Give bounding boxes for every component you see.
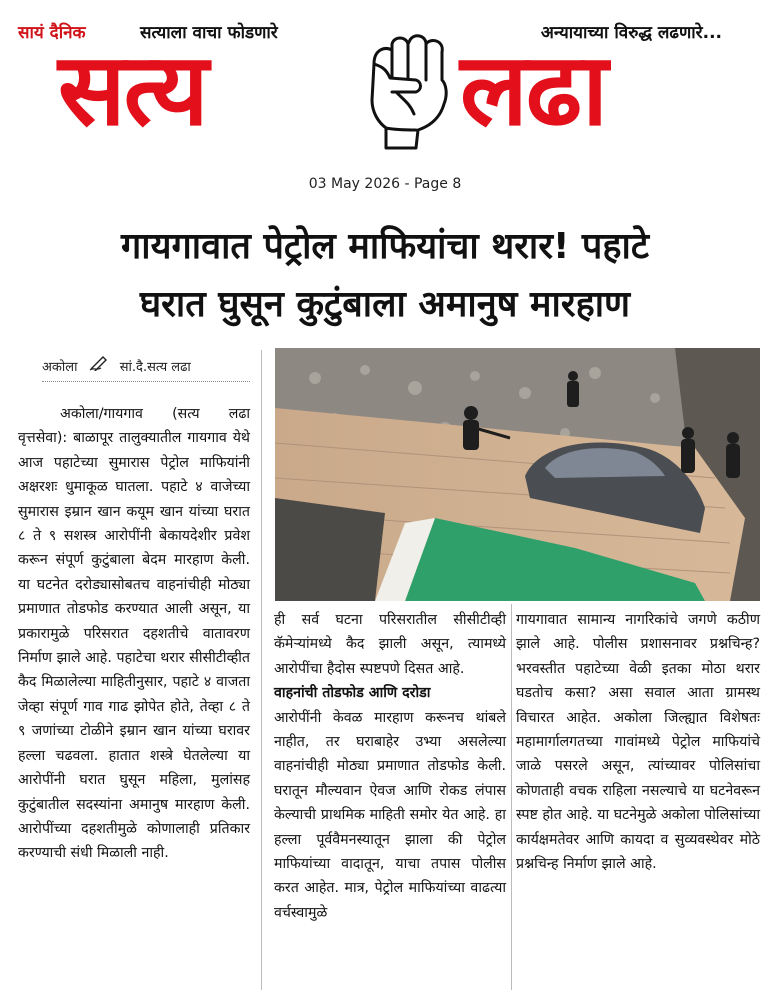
headline-line-1: गायगावात पेट्रोल माफियांचा थरार! पहाटे [121,226,649,267]
article-column-1 [18,402,250,866]
column-divider [511,604,512,990]
byline-source: सां.दै.सत्य लढा [119,360,191,375]
brand-name-right: लढा [460,31,606,148]
column-divider [261,350,262,990]
article-subhead: वाहनांची तोडफोड आणि दरोडा [274,685,431,702]
tagline-mid: सत्याला वाचा फोडणारे [140,23,278,43]
article-paragraph: ही सर्व घटना परिसरातील सीसीटीव्ही कॅमेऱ्यांमध्ये कैद झाली असून, त्यामध्ये आरोपींचा हैदोस स्पष्टपणे दिसत आहे. [274,612,506,677]
tagline-left: सायं दैनिक [18,23,86,43]
article-column-2 [274,608,506,925]
pen-writing-icon [88,355,110,375]
headline [10,218,760,334]
headline-line-2: घरात घुसून कुटुंबाला अमानुष मारहाण [139,284,631,325]
raised-fist-icon [356,34,460,150]
byline-place: अकोला [42,360,78,375]
tagline-right: अन्यायाच्या विरुद्ध लढणारे... [540,23,722,43]
article-paragraph: अकोला/गायगाव (सत्य लढा वृत्तसेवा): बाळापूर तालुक्यातील गायगाव येथे आज पहाटेच्या सुमारास पेट्रोल माफियांनी अक्षरशः धुमाकूळ घातला. पहाटे ४ वाजेच्या सुमारास इम्रान खान कयूम खान यांच्या घरात ८ ते ९ सशस्त्र आरोपींनी बेकायदेशीर प्रवेश करून संपूर्ण कुटुंबाला बेदम मारहाण केली. या घटनेत दरोड्यासोबतच वाहनांचीही मोठ्या प्रमाणात तोडफोड करण्यात आली असून, या प्रकारामुळे परिसरात दहशतीचे वातावरण निर्माण झाले आहे. पहाटेचा थरार सीसीटीव्हीत कैद मिळालेल्या माहितीनुसार, पहाटे ४ वाजता जेव्हा संपूर्ण गाव गाढ झोपेत होते, तेव्हा ८ ते ९ जणांच्या टोळीने इम्रान खान यांच्या घरावर हल्ला चढवला. हातात शस्त्रे घेतलेल्या या आरोपींनी घरात घुसून महिला, मुलांसह कुटुंबातील सदस्यांना अमानुष मारहाण केली. आरोपींच्या दहशतीमुळे कोणालाही प्रतिकार करण्याची संधी मिळाली नाही. [18,406,250,862]
article-paragraph: आरोपींनी केवळ मारहाण करूनच थांबले नाहीत, तर घराबाहेर उभ्या असलेल्या वाहनांचीही मोठ्या प्रमाणात तोडफोड केली. घरातून मौल्यवान ऐवज आणि रोकड लंपास केल्याची प्राथमिक माहिती समोर येत आहे. हा हल्ला पूर्ववैमनस्यातून झाला की पेट्रोल माफियांच्या वादातून, याचा तपास पोलीस करत आहेत. मात्र, पेट्रोल माफियांच्या वाढत्या वर्चस्वामुळे [274,709,506,921]
article-column-3 [516,608,760,876]
article-paragraph: गायगावात सामान्य नागरिकांचे जगणे कठीण झाले आहे. पोलीस प्रशासनावर प्रश्नचिन्ह? भरवस्तीत पहाटेच्या वेळी इतका मोठा थरार घडतोच कसा? असा सवाल आता ग्रामस्थ विचारत आहेत. अकोला जिल्ह्यात विशेषतः महामार्गालगतच्या गावांमध्ये पेट्रोल माफियांचे जाळे पसरले असून, त्यांच्यावर पोलिसांचा कोणताही वचक राहिला नसल्याचे या घटनेवरून स्पष्ट होत आहे. या घटनेमुळे अकोला पोलिसांच्या कार्यक्षमतेवर आणि कायदा व सुव्यवस्थेवर मोठे प्रश्नचिन्ह निर्माण झाले आहे. [516,612,760,873]
byline [42,355,250,382]
dateline: 03 May 2026 - Page 8 [308,176,462,192]
masthead [0,0,770,170]
cctv-footage-photo [275,348,760,601]
brand-name-left: सत्य [58,31,207,148]
